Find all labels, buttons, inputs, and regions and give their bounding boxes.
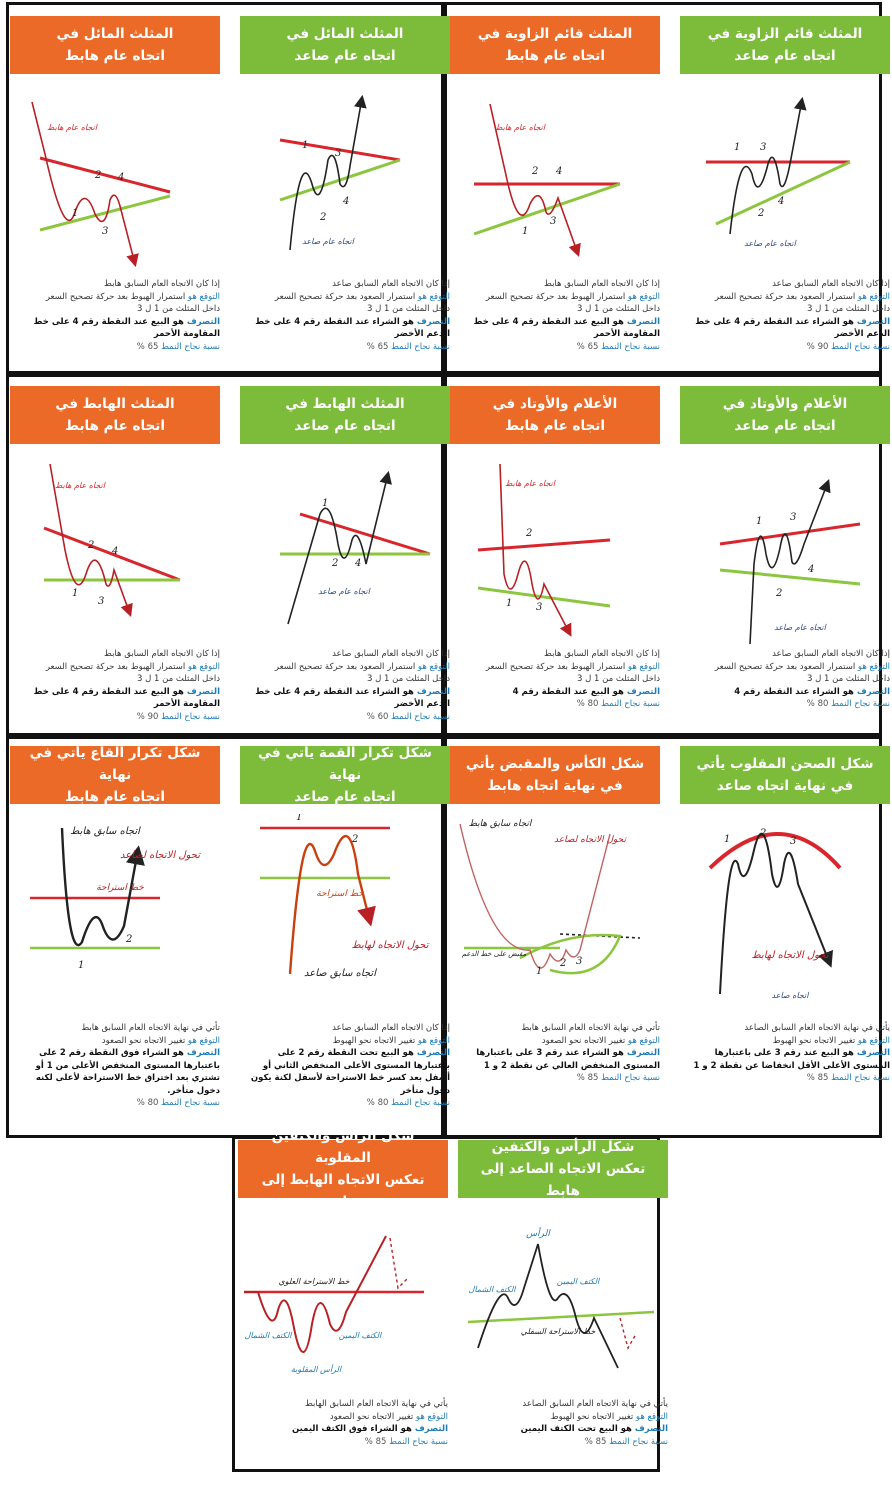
point-number: 1 [724,834,731,845]
point-number: 2 [760,828,767,839]
pattern-diagram [240,84,450,284]
pattern-description: إذا كان الاتجاه العام السابق صاعد التوقع هو استمرار الصعود بعد حركة تصحيح السعر داخل المثلث من 1 ل 3 التصرف هو الشراء عند النقطة رقم 4 على خط الدعم الأخضر نسبة نجاح النمط 90 % [695,279,890,352]
pattern-description: إذا كان الاتجاه العام السابق صاعد التوقع هو استمرار الصعود بعد حركة تصحيح السعر داخل المثلث من 1 ل 3 التصرف هو الشراء عند النقطة رقم 4 نسبة نجاح النمط 80 % [714,649,890,709]
point-number: 1 [734,142,741,153]
point-number: 3 [790,836,797,847]
point-number: 3 [536,602,543,613]
pattern-diagram [680,814,890,1014]
diagram-label: اتجاه عام صاعد [774,623,826,632]
diagram-label: الكتف اليمين [338,1331,382,1340]
pattern-title: شكل الكأس والمقبض يأتي في نهاية اتجاه هابط [450,746,660,804]
point-number: 2 [560,958,567,969]
pattern-card [10,386,220,746]
pattern-description: إذا كان الاتجاه العام السابق هابط التوقع هو استمرار الهبوط بعد حركة تصحيح السعر داخل المثلث من 1 ل 3 التصرف هو البيع عند النقطة رقم 4 على خط المقاومة الأحمر نسبة نجاح النمط 90 % [33,649,220,722]
point-number: 3 [760,142,767,153]
point-number: 3 [790,512,797,523]
pattern-card [450,386,660,746]
point-number: 4 [778,196,785,207]
pattern-card [240,386,450,746]
pattern-card [450,16,660,376]
diagram-label: تحول الاتجاه لهابط [351,940,429,951]
point-number: 3 [102,226,109,237]
point-number: 4 [112,546,119,557]
diagram-label: اتجاه سابق هابط [468,819,532,829]
point-number: 4 [118,172,125,183]
pattern-card [238,1128,448,1500]
pattern-diagram [458,1208,668,1408]
point-number: 1 [522,226,529,237]
pattern-card [680,746,890,1106]
pattern-card [680,386,890,746]
diagram-label: الرأس المقلوبة [290,1365,342,1374]
pattern-title: المثلث الهابط في اتجاه عام صاعد [240,386,450,444]
point-number: 4 [343,196,350,207]
point-number: 1 [536,966,543,977]
diagram-label: مقبض على خط الدعم [461,950,527,958]
pattern-title: الأعلام والأوتاد في اتجاه عام هابط [450,386,660,444]
diagram-label: الكتف اليمين [556,1277,600,1286]
diagram-label: اتجاه عام هابط [55,481,105,490]
diagram-label: تحول الاتجاه لهابط [751,950,829,961]
diagram-label: خط الاستراحة السفلي [520,1327,596,1336]
pattern-description: يأتي في نهاية الاتجاه العام السابق الصاعد التوقع هو تغيير الاتجاه نحو الهبوط التصرف هو البيع عند رقم 3 على باعتبارها المستوى الأعلى الأقل انخفاضا عن نقطة 2 و 1 نسبة نجاح النمط 85 % [693,1023,890,1083]
point-number: 2 [532,166,539,177]
diagram-label: اتجاه سابق صاعد [304,968,376,979]
pattern-title: المثلث المائل في اتجاه عام صاعد [240,16,450,74]
pattern-diagram [450,814,660,1014]
pattern-diagram [10,84,220,284]
point-number: 3 [335,148,342,159]
pattern-diagram [10,454,220,654]
point-number: 1 [322,498,329,509]
point-number: 4 [355,558,362,569]
pattern-title: شكل تكرار القمة يأتي في نهاية اتجاه عام صاعد [240,746,450,804]
pattern-description: يأتي في نهاية الاتجاه العام السابق الهابط التوقع هو تغيير الاتجاه نحو الصعود التصرف هو الشراء فوق الكتف اليمين نسبة نجاح النمط 85 % [292,1399,448,1447]
pattern-title: المثلث قائم الزاوية في اتجاه عام هابط [450,16,660,74]
pattern-card [680,16,890,376]
point-number: 2 [758,208,765,219]
diagram-label: اتجاه عام صاعد [744,239,796,248]
diagram-label: اتجاه سابق هابط [70,826,140,837]
point-number: 3 [98,596,105,607]
pattern-card [458,1140,668,1500]
pattern-title: المثلث المائل في اتجاه عام هابط [10,16,220,74]
pattern-title: المثلث قائم الزاوية في اتجاه عام صاعد [680,16,890,74]
point-number: 3 [576,956,583,967]
point-number: 4 [808,564,815,575]
pattern-card [10,746,220,1106]
diagram-label: خط استراحة [96,883,144,893]
pattern-card [240,16,450,376]
pattern-card [450,746,660,1106]
pattern-title: شكل الصحن المقلوب يأتي في نهاية اتجاه صاعد [680,746,890,804]
pattern-card [10,16,220,376]
point-number: 4 [556,166,563,177]
pattern-diagram [240,454,450,654]
pattern-diagram [450,84,660,284]
point-number: 2 [320,212,327,223]
diagram-label: اتجاه عام هابط [47,123,97,132]
pattern-diagram [10,814,220,1014]
pattern-description: إذا كان الاتجاه العام السابق صاعد التوقع هو استمرار الصعود بعد حركة تصحيح السعر داخل المثلث من 1 ل 3 التصرف هو الشراء عند النقطة رقم 4 على خط الدعم الأخضر نسبة نجاح النمط 65 % [255,279,450,352]
pattern-title: الأعلام والأوتاد في اتجاه عام صاعد [680,386,890,444]
point-number: 2 [352,834,359,845]
pattern-description: إذا كان الاتجاه العام السابق هابط التوقع هو استمرار الهبوط بعد حركة تصحيح السعر داخل المثلث من 1 ل 3 التصرف هو البيع عند النقطة رقم 4 على خط المقاومة الأحمر نسبة نجاح النمط 65 % [473,279,660,352]
diagram-label: خط الاستراحة العلوي [278,1277,350,1286]
pattern-diagram [680,454,890,654]
point-number: 2 [332,558,339,569]
pattern-description: يأتي في نهاية الاتجاه العام السابق الصاعد التوقع هو تغيير الاتجاه نحو الهبوط التصرف هو البيع تحت الكتف اليمين نسبة نجاح النمط 85 % [520,1399,668,1447]
point-number: 3 [550,216,557,227]
point-number: 2 [126,934,133,945]
diagram-label: تحول الاتجاه لصاعد [119,850,201,861]
point-number: 2 [776,588,783,599]
diagram-label: اتجاه صاعد [771,991,809,1000]
point-number: 1 [756,516,763,527]
point-number: 1 [302,140,309,151]
point-number: 1 [72,588,79,599]
diagram-label: اتجاه عام صاعد [302,237,354,246]
pattern-title: المثلث الهابط في اتجاه عام هابط [10,386,220,444]
pattern-title: شكل تكرار القاع يأتي في نهاية اتجاه عام هابط [10,746,220,804]
diagram-label: الكتف الشمال [468,1285,516,1294]
point-number: 1 [72,208,79,219]
pattern-diagram [450,454,660,654]
point-number: 2 [95,170,102,181]
diagram-label: الكتف الشمال [244,1331,292,1340]
diagram-label: اتجاه عام هابط [495,123,545,132]
point-number: 1 [296,814,303,823]
pattern-description: إذا كان الاتجاه العام السابق هابط التوقع هو استمرار الهبوط بعد حركة تصحيح السعر داخل المثلث من 1 ل 3 التصرف هو البيع عند النقطة رقم 4 على خط المقاومة الأحمر نسبة نجاح النمط 65 % [33,279,220,352]
diagram-label: تحول الاتجاه لصاعد [553,835,627,845]
pattern-title: شكل الرأس والكتفين المقلوبة تعكس الاتجاه الهابط إلى صاعد [238,1140,448,1198]
pattern-diagram [238,1208,448,1408]
pattern-card [240,746,450,1106]
pattern-description: تأتي في نهاية الاتجاه العام السابق هابط التوقع هو تغيير الاتجاه نحو الصعود التصرف هو الشراء عند رقم 3 على باعتبارها المستوى المنخفض العالي عن نقطة 2 و 1 نسبة نجاح النمط 85 % [476,1023,660,1083]
diagram-label: اتجاه عام هابط [505,479,555,488]
point-number: 2 [526,528,533,539]
diagram-label: اتجاه عام صاعد [318,587,370,596]
point-number: 1 [78,960,85,971]
pattern-description: إذا كان الاتجاه العام السابق هابط التوقع هو استمرار الهبوط بعد حركة تصحيح السعر داخل المثلث من 1 ل 3 التصرف هو البيع عند النقطة رقم 4 نسبة نجاح النمط 80 % [485,649,660,709]
pattern-diagram [680,84,890,284]
diagram-label: الرأس [526,1229,550,1239]
pattern-description: إذا كان الاتجاه العام السابق صاعد التوقع هو استمرار الصعود بعد حركة تصحيح السعر داخل المثلث من 1 ل 3 التصرف هو الشراء عند النقطة رقم 4 على خط الدعم الأخضر نسبة نجاح النمط 60 % [255,649,450,722]
pattern-description: إذا كان الاتجاه العام السابق صاعد التوقع هو تغيير الاتجاه نحو الهبوط التصرف هو البيع تحت النقطة رقم 2 على باعتبارها المستوى الأعلى المنخفض الثاني أو أسفل بعد كسر خط الاستراحة لأسفل لكنة يكون دخول متأخر نسبة نجاح النمط 80 % [250,1023,450,1108]
pattern-description: تأتي في نهاية الاتجاه العام السابق هابط التوقع هو تغيير الاتجاه نحو الصعود التصرف هو الشراء فوق النقطة رقم 2 على باعتبارها المستوى المنخفض الأعلى من 1 أو تشتري بعد اختراق خط الاستراحة لأعلى لكنه دخول متأخر. نسبة نجاح النمط 80 % [35,1023,220,1108]
point-number: 1 [506,598,513,609]
pattern-title: شكل الرأس والكتفين تعكس الاتجاه الصاعد إلى هابط [458,1140,668,1198]
diagram-label: خط استراحة [316,889,364,899]
point-number: 2 [88,540,95,551]
pattern-diagram [240,814,450,1014]
